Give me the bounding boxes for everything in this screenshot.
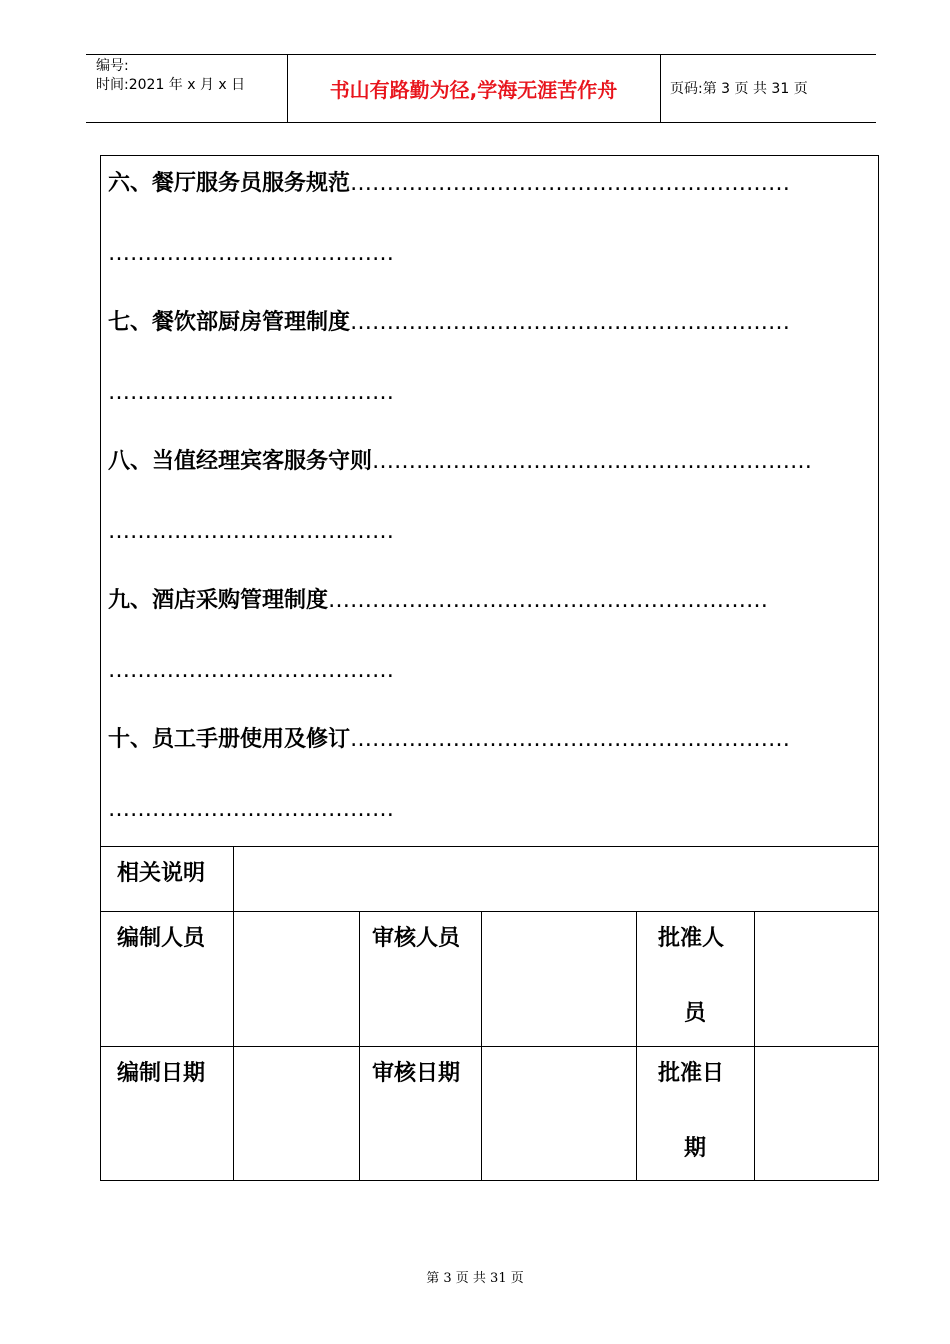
toc-entry-title: 九、酒店采购管理制度 [108,588,329,613]
header-number: 编号: [96,58,129,74]
header-motto: 书山有路勤为径,学海无涯苦作舟 [329,78,618,102]
toc-entry[interactable] [108,725,870,755]
dot-leader: …………………………………………………… [372,449,813,474]
related-notes-label: 相关说明 [117,861,206,886]
approver-label-cont: 员 [684,1001,707,1026]
table-rule [100,911,879,912]
header-meta [96,57,245,95]
dot-leader: …………………………………………………… [350,310,791,335]
page-footer: 第 3 页 共 31 页 [426,1271,524,1286]
dot-leader: …………………………………………………… [350,727,791,752]
review-date-label: 审核日期 [372,1061,461,1086]
dot-leader: ………………………………… [108,658,394,683]
header-divider [660,54,661,123]
toc-entry-title: 六、餐厅服务员服务规范 [108,171,351,196]
toc-entry-title: 十、员工手册使用及修订 [108,727,351,752]
table-rule [100,846,879,847]
toc-entry-title: 八、当值经理宾客服务守则 [108,449,373,474]
table-rule [100,1046,879,1047]
dot-leader: …………………………………………………… [350,171,791,196]
dot-leader: ………………………………… [108,241,394,266]
table-rule [481,911,482,1181]
toc-entry[interactable] [108,308,870,338]
approver-label: 批准人 [658,926,725,951]
approve-date-label: 批准日 [658,1061,725,1086]
toc-entry[interactable] [108,169,870,199]
table-rule [233,846,234,1181]
header-page-info: 页码:第 3 页 共 31 页 [670,81,808,97]
dot-leader: ………………………………… [108,380,394,405]
dot-leader: …………………………………………………… [328,588,769,613]
header-time: 时间:2021 年 x 月 x 日 [96,77,246,93]
dot-leader: ………………………………… [108,519,394,544]
toc-entry-title: 七、餐饮部厨房管理制度 [108,310,351,335]
dot-leader: ………………………………… [108,797,394,822]
table-rule [636,911,637,1181]
table-rule [754,911,755,1181]
toc-entry[interactable] [108,586,870,616]
approve-date-label-cont: 期 [684,1136,707,1161]
compiler-label: 编制人员 [117,926,206,951]
compile-date-label: 编制日期 [117,1061,206,1086]
reviewer-label: 审核人员 [372,926,461,951]
toc-entry[interactable] [108,447,870,477]
table-rule [359,911,360,1181]
